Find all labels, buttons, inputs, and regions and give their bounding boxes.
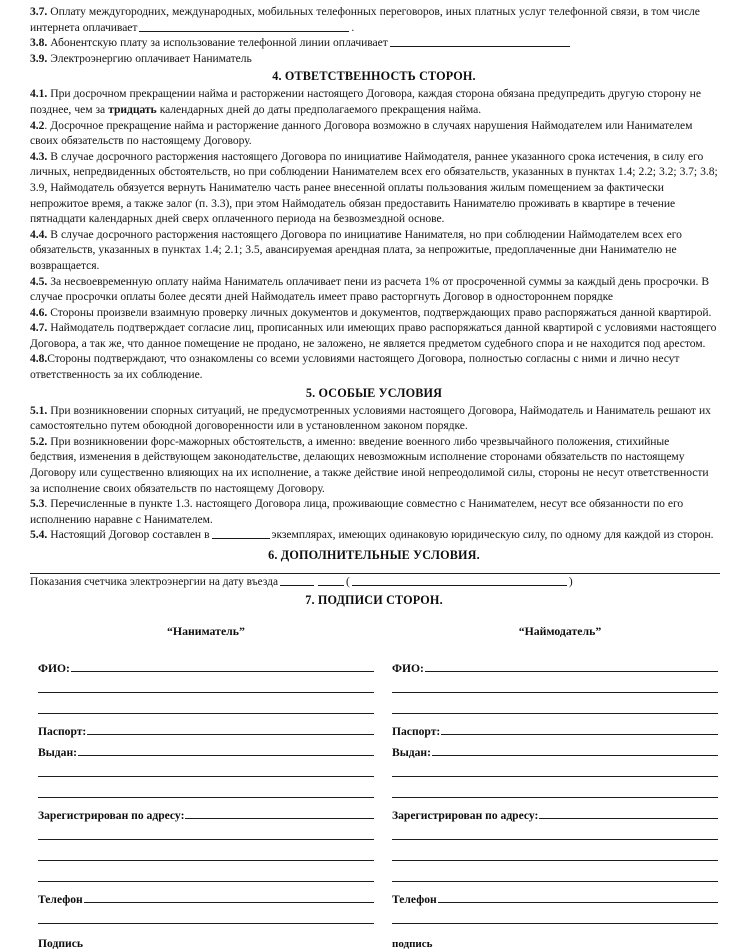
- paren-close: ): [568, 576, 573, 588]
- fio-label: ФИО:: [38, 662, 70, 675]
- meter-reading-line: [30, 575, 718, 590]
- clause-5-3: [30, 496, 718, 527]
- signature-column-title: “Наниматель”: [167, 624, 245, 638]
- clause-text: Стороны подтверждают, что ознакомлены со всеми условиями настоящего Договора, полностью согласны с ними и лично несут ответственность за их соблюдение.: [30, 352, 680, 382]
- registered-label: Зарегистрирован по адресу:: [391, 809, 539, 822]
- meter-reading-label: Показания счетчика электроэнергии на дату въезда: [30, 576, 279, 588]
- field-row-blank[interactable]: [38, 912, 374, 933]
- field-row-blank[interactable]: [392, 849, 718, 870]
- blank-input-line[interactable]: [38, 870, 374, 882]
- field-row-phone[interactable]: [392, 891, 718, 912]
- blank-input-line[interactable]: [38, 912, 374, 924]
- phone-label: Телефон: [391, 893, 437, 906]
- passport-input-line[interactable]: [87, 723, 374, 735]
- clause-4-4: [30, 227, 718, 274]
- issued-label: Выдан:: [391, 746, 431, 759]
- clause-emphasis: тридцать: [108, 102, 157, 116]
- registered-label: Зарегистрирован по адресу:: [38, 809, 185, 822]
- field-row-blank[interactable]: [38, 681, 374, 702]
- clause-text: Настоящий Договор составлен в: [47, 528, 210, 542]
- field-row-blank[interactable]: [38, 828, 374, 849]
- passport-label: Паспорт:: [38, 725, 87, 738]
- blank-input-line[interactable]: [392, 912, 718, 924]
- signatures-area: [30, 623, 718, 952]
- blank-input-line[interactable]: [392, 849, 718, 861]
- clause-number: 3.9.: [30, 51, 48, 65]
- field-row-blank[interactable]: [392, 828, 718, 849]
- clause-number: 5.3: [30, 497, 45, 511]
- clause-number: 4.8.: [30, 352, 48, 366]
- issued-input-line[interactable]: [78, 744, 374, 756]
- clause-3-9: [30, 51, 718, 67]
- blank-field-copies-count[interactable]: [212, 529, 270, 540]
- clause-number: 4.7.: [30, 321, 48, 335]
- blank-input-line[interactable]: [38, 765, 374, 777]
- blank-input-line[interactable]: [392, 828, 718, 840]
- field-row-registered[interactable]: [392, 807, 718, 828]
- field-row-blank[interactable]: [38, 786, 374, 807]
- clause-text: Электроэнергию оплачивает Наниматель: [47, 51, 252, 65]
- clause-text: При возникновении спорных ситуаций, не предусмотренных условиями настоящего Договора, Наймодатель и Наниматель решают их самостоятельно путем обоюдной договоренности или в установленном законом порядке.: [30, 403, 711, 433]
- blank-field-3-8[interactable]: [390, 36, 570, 47]
- signature-label: Подпись: [38, 937, 83, 950]
- field-row-registered[interactable]: [38, 807, 374, 828]
- clause-4-5: [30, 274, 718, 305]
- clause-4-2: [30, 118, 718, 149]
- clause-number: 4.5.: [30, 274, 48, 288]
- clause-5-2: [30, 434, 718, 496]
- clause-text-after: экземплярах, имеющих одинаковую юридическую силу, по одному для каждой из сторон.: [271, 528, 714, 542]
- clause-text: Оплату междугородних, международных, мобильных телефонных переговоров, иных платных услуг телефонной связи, в том числе интернета оплачивает: [30, 5, 700, 34]
- clause-4-1: [30, 86, 718, 117]
- blank-field-meter-1[interactable]: [280, 575, 314, 586]
- signature-label: подпись: [391, 938, 433, 950]
- clause-text-after: .: [351, 20, 355, 34]
- clause-number: 3.8.: [30, 36, 48, 50]
- blank-field-meter-2[interactable]: [318, 575, 344, 586]
- field-row-blank[interactable]: [38, 765, 374, 786]
- clause-4-6: [30, 305, 718, 321]
- passport-label: Паспорт:: [391, 725, 441, 738]
- fio-input-line[interactable]: [425, 660, 718, 672]
- blank-input-line[interactable]: [392, 786, 718, 798]
- clause-text: Абонентскую плату за использование телефонной линии оплачивает: [50, 36, 388, 50]
- clause-text: В случае досрочного расторжения настоящего Договора по инициативе Наймодателя, раннее указанного срока истечения, в силу его личных, непредвиденных обстоятельств, но при соблюдении Нанимателем всех его обязательств, указанных в пунктах 1.4; 2.2; 3.2; 3.7; 3.8; 3.9, Наймодатель обязуется вернуть Нанимателю часть ранее внесенной оплаты пользования жилым помещением за фактически непрожитое время, а также залог (п. 3.3), при этом Наймодатель обязан предоставить Нанимателю проживать в квартире в течение пятнадцати календарных дней сверх оплаченного периода на безвозмездной основе.: [30, 149, 718, 226]
- field-row-issued[interactable]: [392, 744, 718, 765]
- blank-input-line[interactable]: [392, 681, 718, 693]
- clause-number: 5.4.: [30, 528, 48, 542]
- passport-input-line[interactable]: [441, 723, 718, 735]
- clause-text: календарных дней до даты предполагаемого прекращения найма.: [156, 102, 482, 116]
- issued-input-line[interactable]: [432, 744, 718, 756]
- registered-input-line[interactable]: [539, 807, 718, 819]
- clause-text: Стороны произвели взаимную проверку личных документов и документов, подтверждающих право распоряжаться данной квартирой.: [47, 305, 712, 319]
- blank-input-line[interactable]: [38, 702, 374, 714]
- signature-column-landlord: [374, 623, 718, 952]
- clause-3-8: [30, 35, 718, 51]
- clause-5-4: [30, 527, 718, 543]
- field-row-fio[interactable]: [392, 660, 718, 681]
- blank-input-line[interactable]: [38, 786, 374, 798]
- blank-field-meter-words[interactable]: [352, 575, 567, 586]
- fio-label: ФИО:: [391, 662, 424, 675]
- phone-label: Телефон: [38, 893, 83, 906]
- field-row-blank[interactable]: [392, 702, 718, 723]
- signature-column-tenant: [30, 623, 374, 952]
- section-heading-4: 4. ОТВЕТСТВЕННОСТЬ СТОРОН.: [272, 69, 476, 84]
- field-row-blank[interactable]: [38, 849, 374, 870]
- field-row-fio[interactable]: [38, 660, 374, 681]
- blank-input-line[interactable]: [392, 870, 718, 882]
- clause-text: За несвоевременную оплату найма Наниматель оплачивает пени из расчета 1% от просроченной суммы за каждый день просрочки. В случае просрочки оплаты более десяти дней Наймодатель имеет право расторгнуть Договор в одностороннем порядке: [30, 274, 710, 304]
- clause-number: 4.2: [30, 118, 45, 132]
- field-row-issued[interactable]: [38, 744, 374, 765]
- phone-input-line[interactable]: [84, 891, 374, 903]
- field-row-blank[interactable]: [38, 702, 374, 723]
- field-row-blank[interactable]: [392, 912, 718, 933]
- blank-input-line[interactable]: [38, 828, 374, 840]
- clause-number: 5.1.: [30, 403, 48, 417]
- section-heading-5: 5. ОСОБЫЕ УСЛОВИЯ: [305, 385, 443, 400]
- clause-5-1: [30, 403, 718, 434]
- field-row-blank[interactable]: [392, 786, 718, 807]
- clause-text: Наймодатель подтверждает согласие лиц, прописанных или имеющих право распоряжаться данной квартирой с условиями настоящего Договора, а так же, что данное помещение не продано, не заложено, не является предметом судебного спора и не находится под арестом.: [30, 321, 717, 350]
- clause-4-3: [30, 149, 718, 227]
- clause-3-7: [30, 4, 718, 35]
- section-heading-6: 6. ДОПОЛНИТЕЛЬНЫЕ УСЛОВИЯ.: [268, 548, 480, 562]
- section-heading-7: 7. ПОДПИСИ СТОРОН.: [305, 593, 443, 607]
- registered-input-line[interactable]: [185, 807, 374, 819]
- issued-label: Выдан:: [38, 746, 77, 759]
- field-row-blank[interactable]: [38, 870, 374, 891]
- clause-4-8: [30, 351, 718, 382]
- blank-input-line[interactable]: [392, 702, 718, 714]
- field-row-blank[interactable]: [392, 765, 718, 786]
- clause-number: 3.7.: [30, 5, 48, 18]
- clause-number: 4.3.: [30, 149, 48, 163]
- blank-field-3-7[interactable]: [139, 21, 349, 32]
- clause-text: . Досрочное прекращение найма и расторжение данного Договора возможно в случаях нарушения Наймодателем или Нанимателем своих обязательств по настоящему Договору.: [30, 118, 693, 148]
- blank-input-line[interactable]: [38, 681, 374, 693]
- field-row-blank[interactable]: [392, 870, 718, 891]
- clause-text: При возникновении форс-мажорных обстоятельств, а именно: введение военного либо чрезвычайного положения, стихийные бедствия, изменения в действующем законодательстве, делающих невозможным исполнение сторонами обязательств по настоящему Договору или существенно влияющих на их исполнение, а также действие иной непреодолимой силы, стороны не несут ответственности за исполнение своих обязательств по настоящему Договору.: [30, 434, 709, 495]
- clause-text: . Перечисленные в пункте 1.3. настоящего Договора лица, проживающие совместно с Нанимателем, несут все обязанности по его исполнению наравне с Нанимателем.: [30, 497, 684, 526]
- field-row-phone[interactable]: [38, 891, 374, 912]
- clause-number: 4.4.: [30, 227, 48, 241]
- fio-input-line[interactable]: [71, 660, 374, 672]
- clause-number: 5.2.: [30, 434, 48, 448]
- blank-input-line[interactable]: [392, 765, 718, 777]
- field-row-blank[interactable]: [392, 681, 718, 702]
- clause-number: 4.1.: [30, 87, 48, 101]
- blank-input-line[interactable]: [38, 849, 374, 861]
- horizontal-divider: [30, 573, 720, 574]
- paren-open: (: [346, 576, 350, 588]
- signature-column-title: “Наймодатель”: [518, 624, 602, 638]
- field-row-passport[interactable]: [392, 723, 718, 744]
- clause-text: В случае досрочного расторжения настоящего Договора по инициативе Нанимателя, но при соблюдении Наймодателем всех его обязательств, указанных в пунктах 1.4; 2.1; 3.5, авансируемая арендная плата, за непрожитые, предоплаченные дни Нанимателю не возвращается.: [30, 227, 682, 272]
- phone-input-line[interactable]: [438, 891, 718, 903]
- field-row-passport[interactable]: [38, 723, 374, 744]
- clause-4-7: [30, 320, 718, 351]
- clause-text: При досрочном прекращении найма и расторжении настоящего Договора, каждая сторона обязана предупредить другую сторону не позднее, чем за: [30, 87, 701, 116]
- clause-number: 4.6.: [30, 305, 48, 319]
